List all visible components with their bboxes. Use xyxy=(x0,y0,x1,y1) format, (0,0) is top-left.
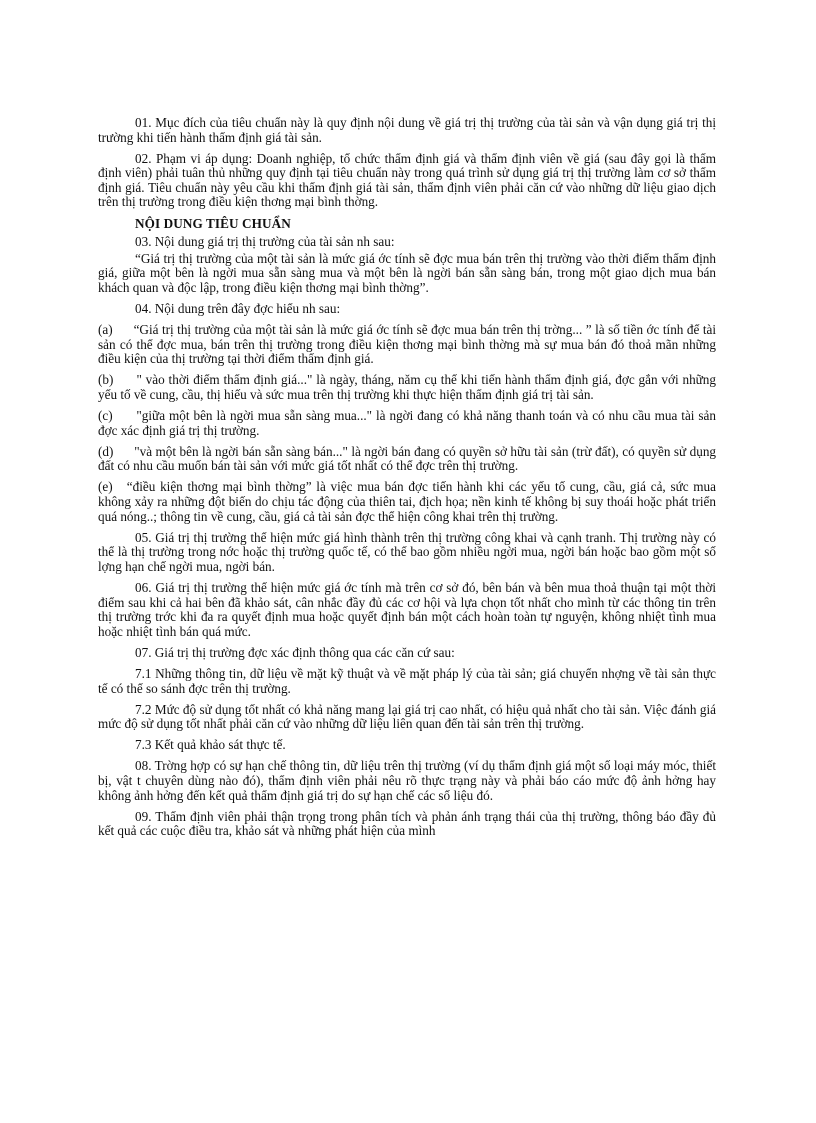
item-e-label: (e) xyxy=(98,479,113,495)
paragraph-09: 09. Thẩm định viên phải thận trọng trong phân tích và phản ánh trạng thái của thị trường, thông báo đầy đủ kết quả các cuộc điều tra, khảo sát và những phát hiện của mình xyxy=(98,808,716,839)
paragraph-06: 06. Giá trị thị trường thể hiện mức giá ớc tính mà trên cơ sở đó, bên bán và bên mua thoả thuận tại một thời điểm sau khi cả hai bên đã khảo sát, cân nhắc đầy đủ các cơ hội và lựa chọn tốt nhất cho mình từ các thông tin trên thị trường trớc khi đa ra quyết định mua hoặc quyết định bán một cách hoàn toàn tự nguyện, không nhiệt tình mua hoặc nhiệt tình bán quá mức. xyxy=(98,580,716,639)
item-a-text: “Giá trị thị trường của một tài sản là mức giá ớc tính sẽ đợc mua bán trên thị trờng... ” là số tiền ớc tính để tài sản có thể đợc mua, bán trên thị trường trong điều kiện thơng mại bình thờng mà sự mua bán đó thoả mãn những điều kiện của thị trường tại thời điểm thẩm định giá. xyxy=(98,322,716,367)
item-d-text: "và một bên là ngời bán sẵn sàng bán..." là ngời bán đang có quyền sở hữu tài sản (trừ đất), có quyền sử dụng đất có nhu cầu muốn bán tài sản với mức giá tốt nhất có thể đợc trên thị trường. xyxy=(98,443,717,474)
item-e-text: “điều kiện thơng mại bình thờng” là việc mua bán đợc tiến hành khi các yếu tố cung, cầu, giá cả, sức mua không xảy ra những đột biến do chịu tác động của thiên tai, địch họa; nền kinh tế không bị suy thoái hoặc phát triển quá nóng..; thông tin về cung, cầu, giá cả tài sản đợc thể hiện công khai trên thị trường. xyxy=(98,479,717,524)
paragraph-03-definition: “Giá trị thị trường của một tài sản là mức giá ớc tính sẽ đợc mua bán trên thị trường vào thời điểm thẩm định giá, giữa một bên là ngời mua sẵn sàng mua và một bên là ngời bán sẵn sàng bán, trong một giao dịch mua bán khách quan và độc lập, trong điều kiện thơng mại bình thờng”. xyxy=(98,250,716,295)
item-d xyxy=(98,445,716,474)
paragraph-7-2: 7.2 Mức độ sử dụng tốt nhất có khả năng mang lại giá trị cao nhất, có hiệu quả nhất cho tài sản. Việc đánh giá mức độ sử dụng tốt nhất phải căn cứ vào những dữ liệu liên quan đến tài sản trên thị trường. xyxy=(98,701,716,732)
item-c xyxy=(98,409,716,438)
paragraph-7-1: 7.1 Những thông tin, dữ liệu về mặt kỹ thuật và về mặt pháp lý của tài sản; giá chuyển nhợng về tài sản thực tế có thể so sánh đợc trên thị trường. xyxy=(98,666,716,696)
paragraph-08: 08. Trờng hợp có sự hạn chế thông tin, dữ liệu trên thị trường (ví dụ thẩm định giá một số loại máy móc, thiết bị, vật t chuyên dùng nào đó), thẩm định viên phải nêu rõ thực trạng này và phải báo cáo mức độ ảnh hởng hay không ảnh hởng đến kết quả thẩm định giá trị do sự hạn chế các số liệu đó. xyxy=(98,758,716,803)
document-page xyxy=(98,116,716,845)
item-c-text: "giữa một bên là ngời mua sẵn sàng mua..." là ngời đang có khả năng thanh toán và có nhu cầu mua tài sản đợc xác định giá trị thị trường. xyxy=(98,408,716,438)
paragraph-02: 02. Phạm vi áp dụng: Doanh nghiệp, tổ chức thẩm định giá và thẩm định viên về giá (sau đây gọi là thẩm định viên) phải tuân thủ những quy định tại tiêu chuẩn này trong quá trình sử dụng giá trị thị trường làm cơ sở thẩm định giá. Tiêu chuẩn này yêu cầu khi thẩm định giá tài sản, thẩm định viên phải căn cứ vào những dữ liệu giao dịch trên thị trường trong điều kiện thơng mại bình thờng. xyxy=(98,150,716,210)
paragraph-05: 05. Giá trị thị trường thể hiện mức giá hình thành trên thị trường công khai và cạnh tranh. Thị trường này có thể là thị trường trong nớc hoặc thị trường quốc tế, có thể bao gồm nhiều ngời mua, ngời bán hoặc bao gồm một số lợng hạn chế ngời mua, ngời bán. xyxy=(98,529,716,574)
paragraph-7-3: 7.3 Kết quả khảo sát thực tế. xyxy=(135,737,286,753)
item-b-label: (b) xyxy=(98,372,114,388)
item-d-label: (d) xyxy=(98,443,114,459)
paragraph-01: 01. Mục đích của tiêu chuẩn này là quy định nội dung về giá trị thị trường của tài sản và vận dụng giá trị thị trường khi tiến hành thẩm định giá tài sản. xyxy=(98,115,716,145)
item-a xyxy=(98,323,716,367)
item-b xyxy=(98,373,716,402)
item-c-label: (c) xyxy=(98,408,113,424)
section-heading: NỘI DUNG TIÊU CHUẨN xyxy=(135,215,291,231)
item-b-text: " vào thời điểm thẩm định giá..." là ngày, tháng, năm cụ thể khi tiến hành thẩm định giá, đợc gắn với những yếu tố về cung, cầu, thị hiếu và sức mua trên thị trường khi thực hiện thẩm định giá trị tài sản. xyxy=(98,372,716,402)
item-e xyxy=(98,480,716,524)
paragraph-07: 07. Giá trị thị trường đợc xác định thông qua các căn cứ sau: xyxy=(135,644,455,660)
paragraph-03: 03. Nội dung giá trị thị trường của tài sản nh sau: xyxy=(135,234,395,250)
item-a-label: (a) xyxy=(98,322,113,338)
paragraph-04: 04. Nội dung trên đây đợc hiểu nh sau: xyxy=(135,301,341,317)
